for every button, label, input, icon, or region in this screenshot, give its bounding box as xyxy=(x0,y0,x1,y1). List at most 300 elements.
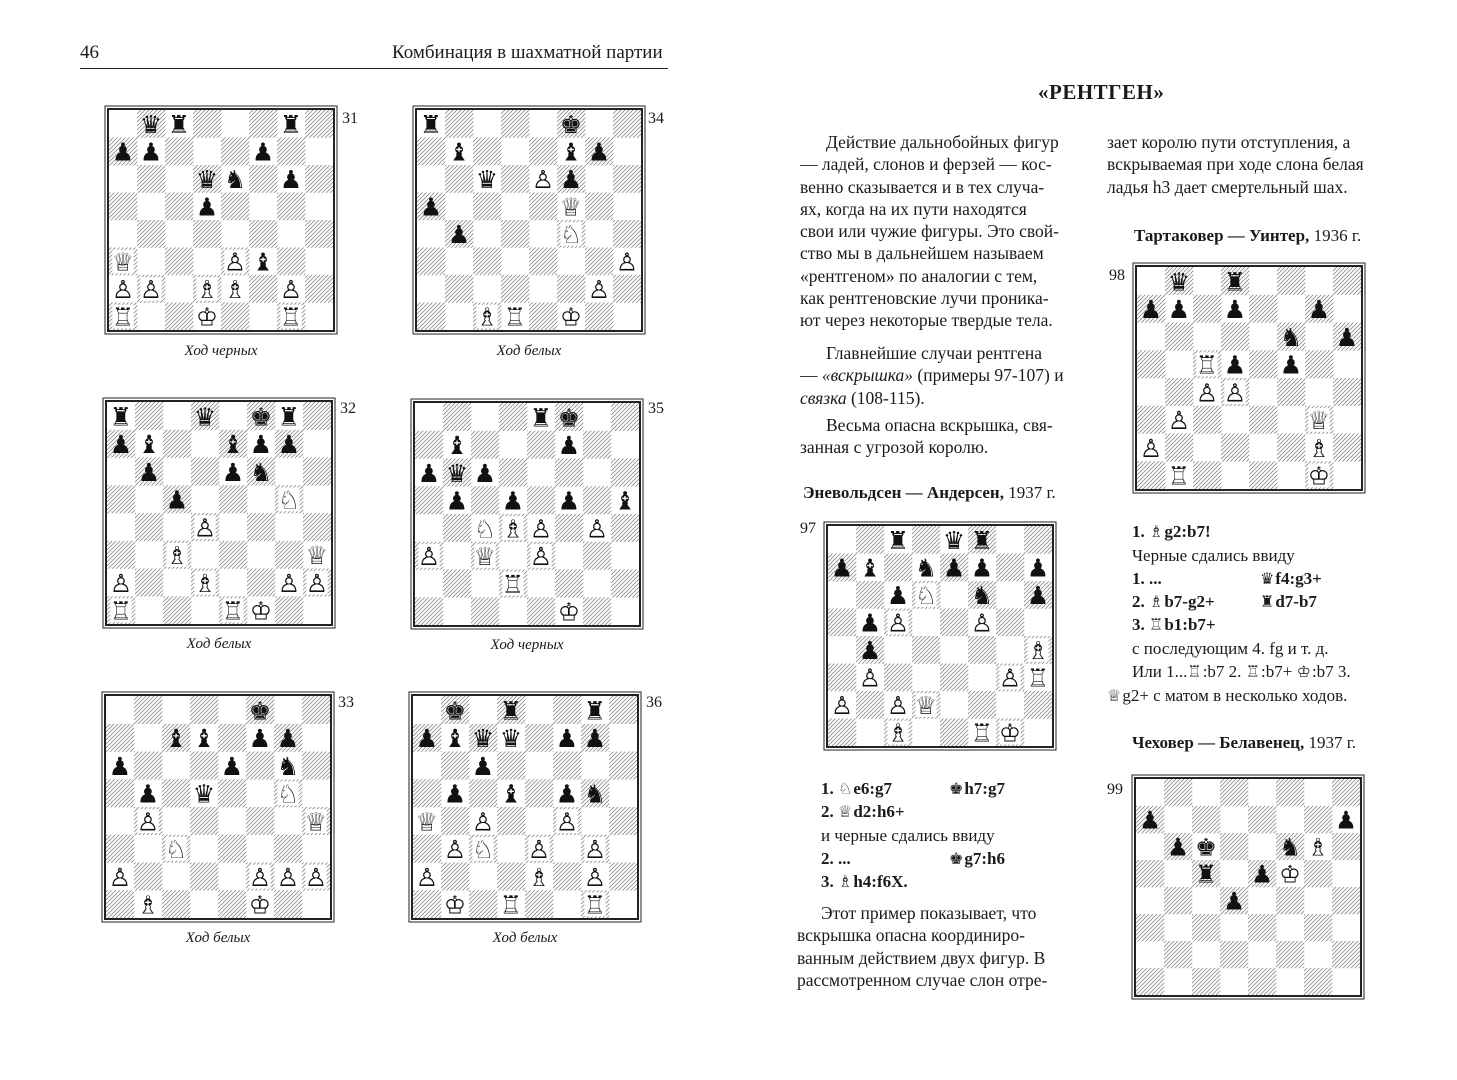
black-king-icon: ♚ xyxy=(559,110,583,140)
white-pawn-icon: ♙ xyxy=(305,568,329,598)
dark-square xyxy=(1248,806,1276,833)
white-pawn-icon: ♙ xyxy=(1223,378,1247,408)
white-king-icon: ♔ xyxy=(1279,859,1301,889)
black-pawn-icon: ♟ xyxy=(886,581,910,611)
black-rook-icon: ♜ xyxy=(970,526,994,556)
dark-square xyxy=(441,807,469,835)
move-text: b7-g2+ xyxy=(1164,592,1215,611)
dark-square xyxy=(134,863,162,891)
dark-square xyxy=(441,863,469,891)
comment-line: Черные сдались ввиду xyxy=(1132,546,1295,565)
move-number: 1. xyxy=(821,779,834,798)
black-pawn-icon: ♟ xyxy=(417,458,441,488)
white-pawn-icon: ♙ xyxy=(109,568,133,598)
rook-icon: ♜ xyxy=(1260,592,1275,611)
board-svg xyxy=(107,402,331,624)
dark-square xyxy=(1220,779,1248,806)
white-pawn-icon: ♙ xyxy=(858,663,882,693)
dark-square xyxy=(162,890,190,918)
diagram-caption: Ход белых xyxy=(496,343,562,359)
dark-square xyxy=(445,165,473,193)
dark-square xyxy=(555,570,583,598)
diagram-number: 97 xyxy=(800,520,816,537)
dark-square xyxy=(445,275,473,303)
dark-square xyxy=(1277,378,1305,406)
dark-square xyxy=(525,779,553,807)
black-knight-icon: ♞ xyxy=(583,779,607,809)
dark-square xyxy=(415,486,443,514)
white-bishop-icon: ♗ xyxy=(223,275,247,305)
black-pawn-icon: ♟ xyxy=(587,137,611,167)
dark-square xyxy=(191,458,219,486)
black-queen-icon: ♛ xyxy=(475,165,499,195)
king-icon: ♚ xyxy=(949,779,964,798)
dark-square xyxy=(165,248,193,276)
black-pawn-icon: ♟ xyxy=(220,751,244,781)
dark-square xyxy=(968,636,996,664)
black-rook-icon: ♜ xyxy=(279,110,303,140)
dark-square xyxy=(417,248,445,276)
dark-square xyxy=(469,890,497,918)
white-pawn-icon: ♙ xyxy=(527,835,551,865)
game-97-heading xyxy=(803,483,1056,503)
white-pawn-icon: ♙ xyxy=(583,835,607,865)
dark-square xyxy=(303,458,331,486)
black-bishop-icon: ♝ xyxy=(221,430,245,460)
dark-square xyxy=(415,431,443,459)
dark-square xyxy=(443,514,471,542)
white-knight-icon: ♘ xyxy=(164,835,188,865)
dark-square xyxy=(1136,968,1164,995)
white-pawn-icon: ♙ xyxy=(279,275,303,305)
black-knight-icon: ♞ xyxy=(276,751,300,781)
black-king-icon: ♚ xyxy=(557,403,581,433)
text-line: — ладей, слонов и ферзей — кос- xyxy=(800,154,1052,175)
dark-square xyxy=(135,513,163,541)
dark-square xyxy=(1248,914,1276,941)
black-pawn-icon: ♟ xyxy=(942,553,966,583)
dark-square xyxy=(1277,267,1305,295)
dark-square xyxy=(527,597,555,625)
rook-icon: ♖ xyxy=(1187,662,1202,681)
black-pawn-icon: ♟ xyxy=(583,724,607,754)
white-bishop-icon: ♗ xyxy=(195,275,219,305)
dark-square xyxy=(1136,860,1164,887)
move-white xyxy=(1132,592,1215,611)
comment-line: с последующим 4. fg и т. д. xyxy=(1132,639,1329,658)
black-queen-icon: ♛ xyxy=(499,724,523,754)
text-line: ство мы в дальнейшем называем xyxy=(800,243,1044,264)
text-line: ют через некоторые твердые тела. xyxy=(800,310,1053,331)
white-rook-icon: ♖ xyxy=(503,302,527,330)
black-bishop-icon: ♝ xyxy=(559,137,583,167)
move-line xyxy=(1132,592,1317,612)
white-queen-icon: ♕ xyxy=(914,691,938,721)
chess-diagram-35 xyxy=(413,401,641,627)
dark-square xyxy=(1249,461,1277,489)
explanation-paragraph xyxy=(797,902,1081,991)
dark-square xyxy=(106,890,134,918)
chess-diagram-32 xyxy=(105,400,333,626)
black-pawn-icon: ♟ xyxy=(1026,581,1050,611)
diagram-number: 31 xyxy=(342,110,358,127)
dark-square xyxy=(413,890,441,918)
bishop-icon: ♗ xyxy=(1149,592,1164,611)
dark-square xyxy=(303,513,331,541)
dark-square xyxy=(1304,806,1332,833)
white-bishop-icon: ♗ xyxy=(193,568,217,598)
dark-square xyxy=(609,807,637,835)
dark-square xyxy=(249,110,277,138)
dark-square xyxy=(1220,941,1248,968)
game-players: Эневольдсен — Андерсен, xyxy=(803,483,1004,502)
chess-diagram-31 xyxy=(107,108,335,332)
dark-square xyxy=(246,752,274,780)
dark-square xyxy=(305,165,333,193)
diagram-caption: Ход белых xyxy=(186,636,252,652)
move-number: 3. xyxy=(821,872,834,891)
black-pawn-icon: ♟ xyxy=(108,751,132,781)
dark-square xyxy=(221,138,249,166)
dark-square xyxy=(109,193,137,221)
move-text: ... xyxy=(1149,569,1162,588)
diagram-number: 98 xyxy=(1109,267,1125,284)
dark-square xyxy=(1333,378,1361,406)
dark-square xyxy=(499,403,527,431)
black-pawn-icon: ♟ xyxy=(1167,832,1189,862)
white-rook-icon: ♖ xyxy=(1026,663,1050,693)
move-number: 2. xyxy=(821,802,834,821)
move-text: g2:b7! xyxy=(1164,522,1211,541)
dark-square xyxy=(249,275,277,303)
white-pawn-icon: ♙ xyxy=(276,862,300,892)
dark-square xyxy=(274,835,302,863)
dark-square xyxy=(968,691,996,719)
black-pawn-icon: ♟ xyxy=(1335,322,1359,352)
white-pawn-icon: ♙ xyxy=(304,862,328,892)
move-text: d7-b7 xyxy=(1275,592,1317,611)
dark-square xyxy=(611,403,639,431)
game-players: Тартаковер — Уинтер, xyxy=(1134,226,1310,245)
black-king-icon: ♚ xyxy=(249,402,273,432)
text-line: Весьма опасна вскрышка, свя- xyxy=(826,415,1053,435)
dark-square xyxy=(1193,295,1221,323)
white-rook-icon: ♖ xyxy=(501,569,525,599)
move-white xyxy=(821,872,908,891)
black-queen-icon: ♛ xyxy=(192,779,216,809)
dark-square xyxy=(1193,406,1221,434)
move-line xyxy=(1132,522,1211,542)
move-text: e6:g7 xyxy=(853,779,893,798)
dark-square xyxy=(1304,968,1332,995)
black-pawn-icon: ♟ xyxy=(195,192,219,222)
dark-square xyxy=(302,752,330,780)
black-pawn-icon: ♟ xyxy=(559,165,583,195)
dark-square xyxy=(106,724,134,752)
intro-paragraph xyxy=(800,131,1082,332)
white-pawn-icon: ♙ xyxy=(585,514,609,544)
dark-square xyxy=(305,220,333,248)
move-number: 1. xyxy=(1132,569,1145,588)
white-rook-icon: ♖ xyxy=(1167,461,1191,489)
white-pawn-icon: ♙ xyxy=(139,275,163,305)
white-pawn-icon: ♙ xyxy=(248,862,272,892)
dark-square xyxy=(555,514,583,542)
black-bishop-icon: ♝ xyxy=(164,724,188,754)
black-pawn-icon: ♟ xyxy=(136,779,160,809)
white-knight-icon: ♘ xyxy=(276,779,300,809)
black-queen-icon: ♛ xyxy=(1167,267,1191,297)
white-rook-icon: ♖ xyxy=(111,302,135,330)
move-black xyxy=(1260,569,1322,589)
move-text: f4:g3+ xyxy=(1275,569,1322,588)
white-pawn-icon: ♙ xyxy=(108,862,132,892)
black-pawn-icon: ♟ xyxy=(221,457,245,487)
black-knight-icon: ♞ xyxy=(914,553,938,583)
dark-square xyxy=(469,779,497,807)
dark-square xyxy=(585,303,613,331)
white-pawn-icon: ♙ xyxy=(417,542,441,572)
dark-square xyxy=(557,275,585,303)
dark-square xyxy=(190,807,218,835)
term-svyazka: связка xyxy=(800,387,847,408)
dark-square xyxy=(884,664,912,692)
move-text: d2:h6+ xyxy=(853,802,905,821)
black-queen-icon: ♛ xyxy=(193,402,217,432)
dark-square xyxy=(501,220,529,248)
dark-square xyxy=(134,696,162,724)
dark-square xyxy=(277,193,305,221)
black-pawn-icon: ♟ xyxy=(473,458,497,488)
dark-square xyxy=(1332,779,1360,806)
board-svg xyxy=(828,526,1052,746)
dark-square xyxy=(275,596,303,624)
dark-square xyxy=(996,609,1024,637)
dark-square xyxy=(190,752,218,780)
queen-icon: ♕ xyxy=(1107,686,1122,705)
black-bishop-icon: ♝ xyxy=(192,724,216,754)
white-knight-icon: ♘ xyxy=(473,514,497,544)
black-pawn-icon: ♟ xyxy=(1139,805,1161,835)
black-pawn-icon: ♟ xyxy=(970,553,994,583)
move-black xyxy=(949,779,1005,799)
dark-square xyxy=(613,165,641,193)
white-bishop-icon: ♗ xyxy=(527,862,551,892)
white-king-icon: ♔ xyxy=(1307,461,1331,489)
black-pawn-icon: ♟ xyxy=(277,430,301,460)
bishop-icon: ♗ xyxy=(838,872,853,891)
black-rook-icon: ♜ xyxy=(1223,267,1247,297)
dark-square xyxy=(1332,833,1360,860)
text-fragment: :b7+ xyxy=(1261,662,1297,681)
dark-square xyxy=(246,807,274,835)
black-pawn-icon: ♟ xyxy=(557,431,581,461)
text-line: вскрышка опасна координиро- xyxy=(797,925,1025,946)
dark-square xyxy=(163,596,191,624)
dark-square xyxy=(445,110,473,138)
white-queen-icon: ♕ xyxy=(304,807,328,837)
white-queen-icon: ♕ xyxy=(415,807,439,837)
dark-square xyxy=(585,248,613,276)
move-white xyxy=(821,802,905,821)
dark-square xyxy=(1221,323,1249,351)
dark-square xyxy=(219,485,247,513)
dark-square xyxy=(134,752,162,780)
king-icon: ♔ xyxy=(1296,662,1311,681)
bishop-icon: ♗ xyxy=(1149,522,1164,541)
board-svg xyxy=(415,403,639,625)
dark-square xyxy=(277,248,305,276)
dark-square xyxy=(1164,887,1192,914)
white-pawn-icon: ♙ xyxy=(1195,378,1219,408)
move-white xyxy=(1132,615,1216,634)
dark-square xyxy=(218,835,246,863)
white-pawn-icon: ♙ xyxy=(529,542,553,572)
chess-diagram-97 xyxy=(826,524,1054,748)
dark-square xyxy=(1249,350,1277,378)
dark-square xyxy=(1192,968,1220,995)
white-pawn-icon: ♙ xyxy=(830,691,854,721)
black-pawn-icon: ♟ xyxy=(1223,295,1247,325)
black-rook-icon: ♜ xyxy=(583,696,607,726)
move-line xyxy=(821,779,1005,799)
comment-line: и черные сдались ввиду xyxy=(821,826,995,845)
dark-square xyxy=(527,486,555,514)
game-players: Чеховер — Белавенец, xyxy=(1132,733,1305,752)
white-rook-icon: ♖ xyxy=(583,890,607,918)
black-knight-icon: ♞ xyxy=(223,165,247,195)
white-bishop-icon: ♗ xyxy=(165,541,189,571)
dark-square xyxy=(1304,914,1332,941)
dark-square xyxy=(1164,779,1192,806)
move-number: 1. xyxy=(1132,522,1145,541)
black-queen-icon: ♛ xyxy=(195,165,219,195)
white-pawn-icon: ♙ xyxy=(998,663,1022,693)
black-pawn-icon: ♟ xyxy=(276,724,300,754)
dark-square xyxy=(441,752,469,780)
dark-square xyxy=(583,486,611,514)
dark-square xyxy=(501,165,529,193)
text-line: ях, когда на их пути находятся xyxy=(800,198,1027,219)
term-vskryshka: «вскрышка» xyxy=(821,365,914,386)
dark-square xyxy=(884,554,912,582)
dark-square xyxy=(1165,323,1193,351)
chess-diagram-99 xyxy=(1134,777,1362,997)
white-queen-icon: ♕ xyxy=(473,542,497,572)
dark-square xyxy=(219,541,247,569)
text-fragment: (108-115). xyxy=(846,387,925,408)
section-title: «РЕНТГЕН» xyxy=(1038,80,1165,104)
dark-square xyxy=(529,303,557,331)
dark-square xyxy=(1220,833,1248,860)
game-year: 1937 г. xyxy=(1008,483,1056,502)
dark-square xyxy=(443,570,471,598)
dark-square xyxy=(583,542,611,570)
dark-square xyxy=(1165,378,1193,406)
white-rook-icon: ♖ xyxy=(279,302,303,330)
white-rook-icon: ♖ xyxy=(499,890,523,918)
dark-square xyxy=(611,570,639,598)
move-line xyxy=(821,849,1005,869)
dark-square xyxy=(912,636,940,664)
dark-square xyxy=(940,719,968,747)
dark-square xyxy=(249,165,277,193)
dark-square xyxy=(1304,860,1332,887)
dark-square xyxy=(1024,691,1052,719)
move-number: 3. xyxy=(1132,615,1145,634)
dark-square xyxy=(585,193,613,221)
dark-square xyxy=(473,138,501,166)
black-pawn-icon: ♟ xyxy=(109,430,133,460)
text-line: как рентгеновские лучи проника- xyxy=(800,288,1049,309)
dark-square xyxy=(996,554,1024,582)
black-queen-icon: ♛ xyxy=(471,724,495,754)
board-svg xyxy=(413,696,637,918)
game-year: 1937 г. xyxy=(1308,733,1357,752)
text-line: ванным действием двух фигур. В xyxy=(797,947,1046,968)
black-pawn-icon: ♟ xyxy=(248,724,272,754)
white-pawn-icon: ♙ xyxy=(193,513,217,543)
move-line xyxy=(1132,569,1322,589)
black-pawn-icon: ♟ xyxy=(471,751,495,781)
white-pawn-icon: ♙ xyxy=(223,247,247,277)
game-98-heading xyxy=(1134,226,1361,246)
dark-square xyxy=(107,485,135,513)
dark-square xyxy=(856,691,884,719)
knight-icon: ♘ xyxy=(838,779,853,798)
dark-square xyxy=(527,431,555,459)
king-icon: ♚ xyxy=(949,849,964,868)
white-knight-icon: ♘ xyxy=(559,220,583,250)
black-pawn-icon: ♟ xyxy=(1139,295,1163,325)
text-line xyxy=(800,364,1082,386)
dark-square xyxy=(106,779,134,807)
queen-icon: ♕ xyxy=(838,802,853,821)
dark-square xyxy=(190,696,218,724)
chess-diagram-33 xyxy=(104,694,332,920)
text-line: свои или чужие фигуры. Это свой- xyxy=(800,221,1059,242)
dark-square xyxy=(417,138,445,166)
white-bishop-icon: ♗ xyxy=(1307,433,1331,463)
white-bishop-icon: ♗ xyxy=(501,514,525,544)
black-queen-icon: ♛ xyxy=(445,458,469,488)
black-knight-icon: ♞ xyxy=(249,457,273,487)
black-pawn-icon: ♟ xyxy=(1279,350,1303,380)
header-rule xyxy=(80,68,668,69)
white-rook-icon: ♖ xyxy=(109,596,133,624)
white-pawn-icon: ♙ xyxy=(1139,433,1163,463)
dark-square xyxy=(165,193,193,221)
move-line xyxy=(821,802,905,822)
white-pawn-icon: ♙ xyxy=(615,247,639,277)
dark-square xyxy=(165,138,193,166)
dark-square xyxy=(553,863,581,891)
dark-square xyxy=(1277,434,1305,462)
text-fragment: (примеры 97-107) и xyxy=(913,365,1064,386)
black-pawn-icon: ♟ xyxy=(1223,350,1247,380)
queen-icon: ♛ xyxy=(1260,569,1275,588)
rook-icon: ♖ xyxy=(1245,662,1261,681)
diagram-caption: Ход черных xyxy=(184,343,258,359)
dark-square xyxy=(501,110,529,138)
text-fragment: :b7 3. xyxy=(1311,662,1351,681)
move-number: 2. xyxy=(821,849,834,868)
dark-square xyxy=(1221,434,1249,462)
black-pawn-icon: ♟ xyxy=(251,137,275,167)
white-knight-icon: ♘ xyxy=(914,581,938,611)
dark-square xyxy=(137,165,165,193)
dark-square xyxy=(1137,350,1165,378)
